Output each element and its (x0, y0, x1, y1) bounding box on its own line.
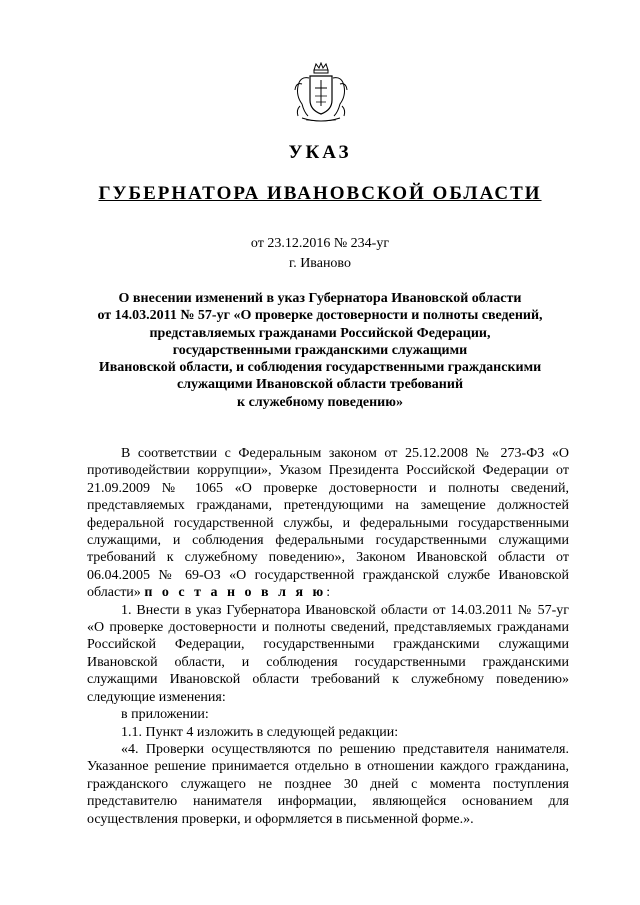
preamble-text: В соответствии с Федеральным законом от 25.12.2008 № 273-ФЗ «О противодействии коррупции», Указом Президента Российской Федерации от 21.09.2009 № 1065 «О проверке достоверности и полноты сведений, представляемых гражданами, претендующими на замещение должностей федеральной государственной службы, и федеральными государственными служащими, и соблюдения федеральными государственными служащими требований к служебному поведению», Законом Ивановской области от 06.04.2005 № 69-ОЗ «О государственной гражданской службе Ивановской области» (87, 446, 569, 601)
document-subtitle: ГУБЕРНАТОРА ИВАНОВСКОЙ ОБЛАСТИ (98, 183, 542, 204)
heading-line: О внесении изменений в указ Губернатора Ивановской области (118, 291, 522, 306)
heading-line: служащими Ивановской области требований (176, 377, 464, 393)
preamble-end: : (326, 585, 331, 601)
item-1-paragraph: 1. Внести в указ Губернатора Ивановской области от 14.03.2011 № 57-уг «О проверке достоверности и полноты сведений, представляемых гражданами Российской Федерации, государственными гражданскими служащими Ивановской области, и соблюдения государственными гражданскими служащими Ивановской области требований к служебному поведению» следующие изменения: (87, 602, 569, 705)
document-city: г. Иваново (289, 256, 351, 271)
decree-word: п о с т а н о в л я ю (144, 585, 327, 601)
heading-line: к служебному поведению» (237, 394, 403, 410)
document-date: от 23.12.2016 № 234-уг (250, 236, 390, 251)
item-1-1-paragraph: 1.1. Пункт 4 изложить в следующей редакции: (121, 724, 399, 740)
appendix-paragraph: в приложении: (121, 707, 209, 723)
coat-of-arms-icon (292, 62, 350, 124)
preamble-paragraph (87, 445, 569, 602)
heading-line: представляемых гражданами Российской Федерации, (149, 325, 491, 341)
document-body (87, 445, 569, 828)
heading-line: от 14.03.2011 № 57-уг «О проверке достоверности и полноты сведений, (97, 308, 543, 324)
document-heading (60, 290, 580, 411)
heading-line: Ивановской области, и соблюдения государственными гражданскими (98, 360, 542, 376)
quote-paragraph: «4. Проверки осуществляются по решению представителя нанимателя. Указанное решение принимается отдельно в отношении каждого гражданина, гражданского служащего не позднее 30 дней с момента поступления представителю нанимателя информации, являющейся основанием для осуществления проверки, и оформляется в письменной форме.». (87, 741, 569, 827)
heading-line: государственными гражданскими служащими (172, 342, 468, 358)
document-title: УКАЗ (288, 142, 352, 163)
